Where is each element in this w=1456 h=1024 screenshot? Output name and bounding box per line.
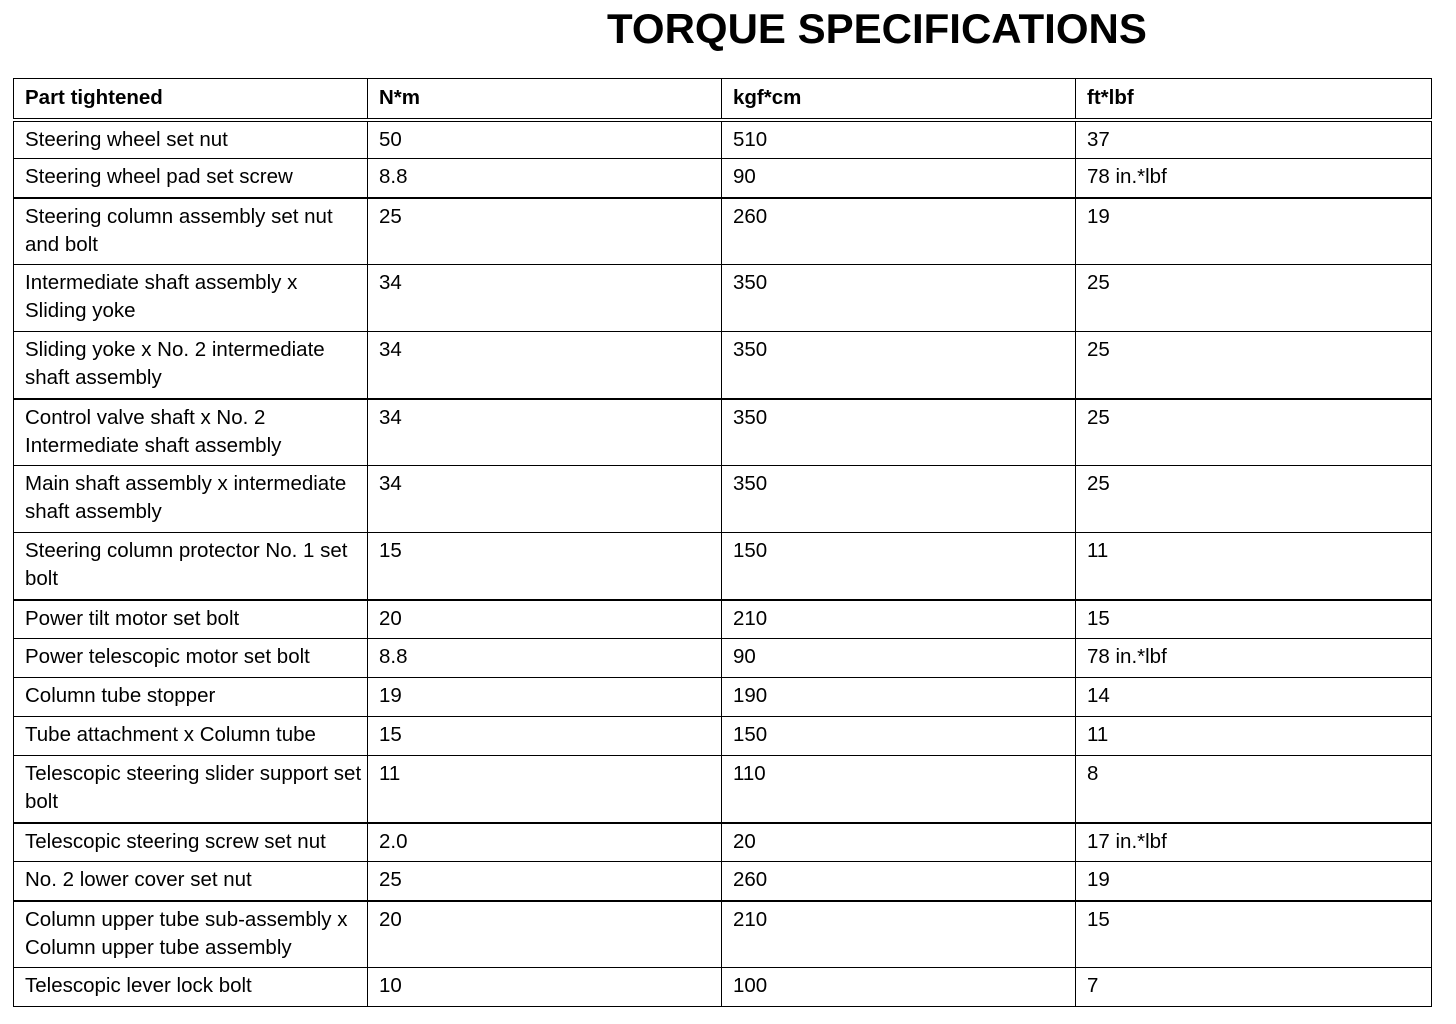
table-row	[14, 159, 1432, 198]
torque-specifications-table	[13, 78, 1432, 1007]
cell-part: Telescopic lever lock bolt	[14, 968, 368, 1007]
cell-kgfcm: 260	[722, 862, 1076, 901]
cell-ftlbf: 25	[1076, 332, 1432, 399]
cell-kgfcm: 150	[722, 533, 1076, 600]
cell-ftlbf: 15	[1076, 600, 1432, 639]
cell-nm: 34	[368, 466, 722, 533]
cell-ftlbf: 11	[1076, 717, 1432, 756]
cell-kgfcm: 190	[722, 678, 1076, 717]
table-header-row	[14, 79, 1432, 120]
cell-part: Steering wheel pad set screw	[14, 159, 368, 198]
cell-kgfcm: 510	[722, 120, 1076, 159]
table-row	[14, 968, 1432, 1007]
cell-kgfcm: 210	[722, 901, 1076, 968]
cell-part: No. 2 lower cover set nut	[14, 862, 368, 901]
cell-kgfcm: 90	[722, 159, 1076, 198]
cell-kgfcm: 350	[722, 332, 1076, 399]
cell-kgfcm: 350	[722, 265, 1076, 332]
cell-ftlbf: 37	[1076, 120, 1432, 159]
table-row	[14, 639, 1432, 678]
cell-nm: 34	[368, 265, 722, 332]
cell-nm: 8.8	[368, 159, 722, 198]
cell-kgfcm: 150	[722, 717, 1076, 756]
table-row	[14, 901, 1432, 968]
cell-kgfcm: 90	[722, 639, 1076, 678]
cell-nm: 34	[368, 399, 722, 466]
cell-ftlbf: 14	[1076, 678, 1432, 717]
table-row	[14, 399, 1432, 466]
cell-nm: 50	[368, 120, 722, 159]
table-row	[14, 198, 1432, 265]
cell-nm: 19	[368, 678, 722, 717]
cell-ftlbf: 25	[1076, 466, 1432, 533]
table-row	[14, 533, 1432, 600]
cell-part: Column upper tube sub-assembly x Column upper tube assembly	[14, 901, 368, 968]
cell-nm: 15	[368, 717, 722, 756]
cell-nm: 20	[368, 901, 722, 968]
cell-ftlbf: 8	[1076, 756, 1432, 823]
cell-ftlbf: 25	[1076, 265, 1432, 332]
cell-nm: 20	[368, 600, 722, 639]
cell-kgfcm: 260	[722, 198, 1076, 265]
cell-part: Intermediate shaft assembly x Sliding yoke	[14, 265, 368, 332]
cell-ftlbf: 15	[1076, 901, 1432, 968]
cell-ftlbf: 78 in.*lbf	[1076, 159, 1432, 198]
cell-part: Telescopic steering slider support set bolt	[14, 756, 368, 823]
page-title: TORQUE SPECIFICATIONS	[607, 5, 1147, 52]
table-row	[14, 265, 1432, 332]
table-row	[14, 600, 1432, 639]
table-row	[14, 678, 1432, 717]
cell-part: Steering wheel set nut	[14, 120, 368, 159]
header-ftlbf: ft*lbf	[1076, 79, 1432, 120]
cell-kgfcm: 350	[722, 466, 1076, 533]
header-nm: N*m	[368, 79, 722, 120]
cell-ftlbf: 19	[1076, 198, 1432, 265]
cell-ftlbf: 78 in.*lbf	[1076, 639, 1432, 678]
cell-ftlbf: 7	[1076, 968, 1432, 1007]
table-row	[14, 717, 1432, 756]
cell-nm: 15	[368, 533, 722, 600]
cell-nm: 25	[368, 198, 722, 265]
cell-part: Power telescopic motor set bolt	[14, 639, 368, 678]
cell-nm: 11	[368, 756, 722, 823]
cell-nm: 10	[368, 968, 722, 1007]
cell-kgfcm: 210	[722, 600, 1076, 639]
cell-part: Telescopic steering screw set nut	[14, 823, 368, 862]
cell-part: Steering column assembly set nut and bolt	[14, 198, 368, 265]
table-row	[14, 862, 1432, 901]
cell-kgfcm: 20	[722, 823, 1076, 862]
table-row	[14, 823, 1432, 862]
cell-part: Tube attachment x Column tube	[14, 717, 368, 756]
cell-kgfcm: 350	[722, 399, 1076, 466]
cell-part: Steering column protector No. 1 set bolt	[14, 533, 368, 600]
cell-part: Control valve shaft x No. 2 Intermediate shaft assembly	[14, 399, 368, 466]
header-kgfcm: kgf*cm	[722, 79, 1076, 120]
cell-kgfcm: 110	[722, 756, 1076, 823]
cell-ftlbf: 11	[1076, 533, 1432, 600]
table-row	[14, 332, 1432, 399]
cell-ftlbf: 19	[1076, 862, 1432, 901]
cell-ftlbf: 17 in.*lbf	[1076, 823, 1432, 862]
cell-part: Main shaft assembly x intermediate shaft assembly	[14, 466, 368, 533]
table-row	[14, 120, 1432, 159]
cell-part: Column tube stopper	[14, 678, 368, 717]
cell-part: Sliding yoke x No. 2 intermediate shaft assembly	[14, 332, 368, 399]
header-part-tightened: Part tightened	[14, 79, 368, 120]
table-row	[14, 756, 1432, 823]
cell-nm: 25	[368, 862, 722, 901]
cell-part: Power tilt motor set bolt	[14, 600, 368, 639]
table-row	[14, 466, 1432, 533]
cell-nm: 8.8	[368, 639, 722, 678]
cell-ftlbf: 25	[1076, 399, 1432, 466]
cell-kgfcm: 100	[722, 968, 1076, 1007]
cell-nm: 34	[368, 332, 722, 399]
cell-nm: 2.0	[368, 823, 722, 862]
